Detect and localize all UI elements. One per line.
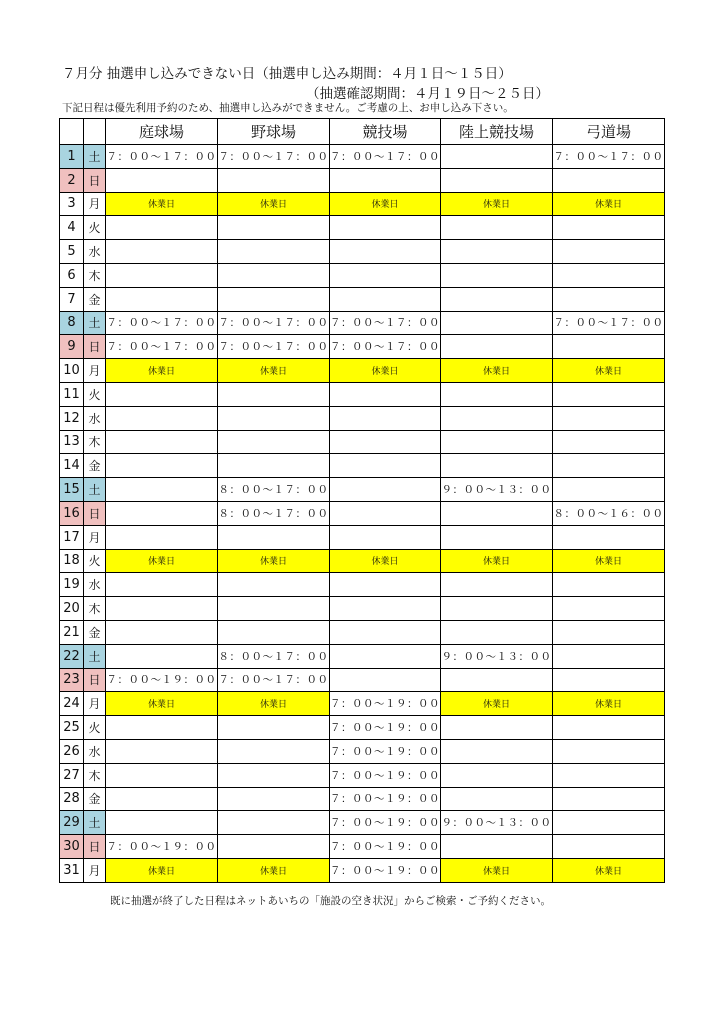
weekday: 月	[84, 858, 106, 882]
weekday: 水	[84, 573, 106, 597]
weekday: 金	[84, 620, 106, 644]
schedule-cell	[441, 311, 553, 335]
schedule-cell	[218, 430, 330, 454]
schedule-cell	[106, 787, 218, 811]
schedule-cell	[106, 454, 218, 478]
schedule-cell	[553, 739, 665, 763]
weekday: 月	[84, 692, 106, 716]
header-facility: 庭球場	[106, 119, 218, 145]
schedule-cell: ７：００～１７：００	[553, 145, 665, 169]
schedule-cell: 休業日	[553, 549, 665, 573]
schedule-cell	[106, 287, 218, 311]
schedule-cell: 休業日	[106, 692, 218, 716]
table-row	[60, 359, 665, 383]
header-facility: 野球場	[218, 119, 330, 145]
day-number: 30	[60, 835, 84, 859]
day-number: 18	[60, 549, 84, 573]
schedule-cell: 休業日	[218, 359, 330, 383]
day-number: 7	[60, 287, 84, 311]
schedule-cell	[106, 263, 218, 287]
schedule-cell	[553, 263, 665, 287]
schedule-cell: ７：００～１９：００	[106, 835, 218, 859]
header-row	[60, 119, 665, 145]
schedule-cell: ７：００～１７：００	[218, 311, 330, 335]
schedule-cell: ７：００～１９：００	[330, 835, 441, 859]
schedule-cell	[218, 716, 330, 740]
schedule-cell	[553, 668, 665, 692]
schedule-cell	[553, 168, 665, 192]
schedule-cell: ７：００～１７：００	[218, 335, 330, 359]
schedule-cell	[330, 454, 441, 478]
day-number: 15	[60, 478, 84, 502]
weekday: 土	[84, 644, 106, 668]
day-number: 14	[60, 454, 84, 478]
schedule-cell	[330, 644, 441, 668]
header-facility: 陸上競技場	[441, 119, 553, 145]
header-day	[60, 119, 84, 145]
schedule-cell	[553, 644, 665, 668]
day-number: 13	[60, 430, 84, 454]
schedule-cell	[106, 240, 218, 264]
day-number: 10	[60, 359, 84, 383]
schedule-cell	[553, 335, 665, 359]
schedule-cell	[553, 216, 665, 240]
day-number: 22	[60, 644, 84, 668]
table-row	[60, 192, 665, 216]
day-number: 28	[60, 787, 84, 811]
header-weekday	[84, 119, 106, 145]
schedule-cell: 休業日	[106, 359, 218, 383]
day-number: 24	[60, 692, 84, 716]
schedule-cell	[553, 573, 665, 597]
page-title: ７月分 抽選申し込みできない日（抽選申し込み期間：４月１日～１５日）	[62, 66, 512, 82]
schedule-cell	[441, 739, 553, 763]
weekday: 土	[84, 811, 106, 835]
schedule-cell: 休業日	[218, 192, 330, 216]
table-row	[60, 145, 665, 169]
day-number: 27	[60, 763, 84, 787]
weekday: 木	[84, 597, 106, 621]
schedule-cell: 休業日	[441, 858, 553, 882]
day-number: 21	[60, 620, 84, 644]
schedule-cell	[553, 454, 665, 478]
schedule-cell: ７：００～１９：００	[330, 739, 441, 763]
schedule-cell	[441, 168, 553, 192]
day-number: 25	[60, 716, 84, 740]
weekday: 金	[84, 787, 106, 811]
table-row	[60, 525, 665, 549]
schedule-cell	[218, 597, 330, 621]
schedule-cell: ８：００～１７：００	[218, 644, 330, 668]
weekday: 金	[84, 454, 106, 478]
schedule-cell: 休業日	[441, 192, 553, 216]
schedule-cell	[441, 763, 553, 787]
schedule-cell	[106, 716, 218, 740]
schedule-cell	[218, 168, 330, 192]
day-number: 4	[60, 216, 84, 240]
schedule-cell	[106, 597, 218, 621]
schedule-cell: 休業日	[553, 692, 665, 716]
table-row	[60, 406, 665, 430]
schedule-cell	[330, 620, 441, 644]
weekday: 月	[84, 192, 106, 216]
schedule-cell	[218, 454, 330, 478]
schedule-cell	[218, 525, 330, 549]
schedule-cell: ７：００～１９：００	[330, 692, 441, 716]
weekday: 日	[84, 501, 106, 525]
schedule-table	[59, 118, 665, 883]
table-row	[60, 335, 665, 359]
schedule-cell	[441, 835, 553, 859]
day-number: 1	[60, 145, 84, 169]
schedule-cell	[441, 573, 553, 597]
schedule-cell: 休業日	[441, 549, 553, 573]
table-row	[60, 382, 665, 406]
weekday: 月	[84, 359, 106, 383]
day-number: 3	[60, 192, 84, 216]
schedule-cell: 休業日	[553, 359, 665, 383]
weekday: 日	[84, 835, 106, 859]
schedule-cell	[218, 382, 330, 406]
table-row	[60, 835, 665, 859]
schedule-cell: 休業日	[441, 359, 553, 383]
schedule-cell: 休業日	[106, 858, 218, 882]
schedule-cell	[441, 501, 553, 525]
schedule-cell	[441, 787, 553, 811]
weekday: 水	[84, 406, 106, 430]
schedule-cell	[553, 597, 665, 621]
day-number: 16	[60, 501, 84, 525]
weekday: 木	[84, 763, 106, 787]
schedule-cell	[441, 335, 553, 359]
table-row	[60, 811, 665, 835]
schedule-cell	[553, 620, 665, 644]
schedule-cell	[218, 763, 330, 787]
schedule-cell: ７：００～１７：００	[553, 311, 665, 335]
schedule-cell	[218, 406, 330, 430]
schedule-cell	[553, 382, 665, 406]
table-row	[60, 454, 665, 478]
schedule-cell: ７：００～１９：００	[330, 716, 441, 740]
schedule-cell	[330, 501, 441, 525]
table-row	[60, 739, 665, 763]
schedule-cell	[553, 430, 665, 454]
schedule-cell: ７：００～１９：００	[330, 858, 441, 882]
weekday: 木	[84, 263, 106, 287]
schedule-cell: 休業日	[218, 858, 330, 882]
weekday: 火	[84, 216, 106, 240]
table-row	[60, 858, 665, 882]
schedule-cell	[106, 382, 218, 406]
schedule-cell: ７：００～１７：００	[330, 335, 441, 359]
schedule-cell	[553, 811, 665, 835]
schedule-cell	[441, 454, 553, 478]
schedule-cell	[218, 287, 330, 311]
schedule-cell	[441, 216, 553, 240]
table-row	[60, 240, 665, 264]
schedule-cell: ９：００～１３：００	[441, 478, 553, 502]
page-subtitle: （抽選確認期間：４月１９日～２５日）	[306, 86, 549, 102]
schedule-cell	[553, 525, 665, 549]
schedule-cell: ７：００～１７：００	[218, 668, 330, 692]
schedule-cell: ７：００～１９：００	[330, 763, 441, 787]
weekday: 日	[84, 335, 106, 359]
schedule-cell	[553, 787, 665, 811]
header-facility: 競技場	[330, 119, 441, 145]
schedule-cell	[330, 430, 441, 454]
table-row	[60, 692, 665, 716]
schedule-cell: ８：００～１７：００	[218, 501, 330, 525]
schedule-cell	[441, 716, 553, 740]
day-number: 29	[60, 811, 84, 835]
schedule-cell	[218, 573, 330, 597]
schedule-cell: ７：００～１７：００	[330, 311, 441, 335]
day-number: 9	[60, 335, 84, 359]
schedule-cell: 休業日	[330, 192, 441, 216]
schedule-cell	[106, 406, 218, 430]
schedule-cell	[218, 240, 330, 264]
schedule-cell	[106, 573, 218, 597]
table-row	[60, 787, 665, 811]
schedule-cell	[441, 525, 553, 549]
weekday: 土	[84, 311, 106, 335]
schedule-cell: ７：００～１９：００	[330, 787, 441, 811]
header-facility: 弓道場	[553, 119, 665, 145]
schedule-cell	[441, 263, 553, 287]
schedule-cell	[441, 382, 553, 406]
schedule-cell	[553, 406, 665, 430]
schedule-cell	[106, 739, 218, 763]
table-row	[60, 478, 665, 502]
schedule-cell: 休業日	[553, 858, 665, 882]
weekday: 金	[84, 287, 106, 311]
day-number: 23	[60, 668, 84, 692]
schedule-cell: ７：００～１７：００	[330, 145, 441, 169]
schedule-cell: 休業日	[330, 549, 441, 573]
schedule-cell	[218, 216, 330, 240]
schedule-cell: ９：００～１３：００	[441, 811, 553, 835]
table-row	[60, 597, 665, 621]
schedule-cell: ７：００～１９：００	[330, 811, 441, 835]
schedule-cell	[330, 216, 441, 240]
schedule-cell	[106, 168, 218, 192]
schedule-cell: ７：００～１７：００	[106, 335, 218, 359]
schedule-cell	[330, 573, 441, 597]
schedule-cell: ７：００～１７：００	[218, 145, 330, 169]
schedule-cell	[330, 525, 441, 549]
schedule-cell	[106, 501, 218, 525]
schedule-cell: ７：００～１９：００	[106, 668, 218, 692]
schedule-cell: 休業日	[441, 692, 553, 716]
day-number: 2	[60, 168, 84, 192]
schedule-cell	[330, 406, 441, 430]
schedule-cell	[218, 835, 330, 859]
schedule-cell	[441, 668, 553, 692]
table-row	[60, 287, 665, 311]
table-row	[60, 549, 665, 573]
day-number: 19	[60, 573, 84, 597]
schedule-cell: 休業日	[330, 359, 441, 383]
table-row	[60, 263, 665, 287]
day-number: 12	[60, 406, 84, 430]
schedule-cell: 休業日	[106, 549, 218, 573]
schedule-cell	[441, 597, 553, 621]
weekday: 日	[84, 668, 106, 692]
table-row	[60, 430, 665, 454]
schedule-cell	[106, 644, 218, 668]
table-row	[60, 644, 665, 668]
schedule-cell: 休業日	[218, 549, 330, 573]
schedule-cell	[553, 716, 665, 740]
table-row	[60, 501, 665, 525]
schedule-cell	[553, 240, 665, 264]
weekday: 木	[84, 430, 106, 454]
weekday: 月	[84, 525, 106, 549]
footer-note: 既に抽選が終了した日程はネットあいちの「施設の空き状況」からご検索・ご予約ください。	[110, 895, 551, 907]
weekday: 土	[84, 478, 106, 502]
schedule-cell	[441, 430, 553, 454]
day-number: 26	[60, 739, 84, 763]
schedule-cell	[553, 835, 665, 859]
table-row	[60, 716, 665, 740]
schedule-cell	[330, 478, 441, 502]
schedule-cell	[441, 287, 553, 311]
schedule-cell: ７：００～１７：００	[106, 311, 218, 335]
schedule-cell	[330, 168, 441, 192]
notice-text: 下記日程は優先利用予約のため、抽選申し込みができません。ご考慮の上、お申し込み下さい。	[62, 102, 514, 114]
schedule-cell: 休業日	[553, 192, 665, 216]
schedule-cell: 休業日	[106, 192, 218, 216]
schedule-cell	[441, 145, 553, 169]
weekday: 水	[84, 739, 106, 763]
schedule-cell	[218, 263, 330, 287]
schedule-cell: ９：００～１３：００	[441, 644, 553, 668]
schedule-cell	[106, 763, 218, 787]
weekday: 日	[84, 168, 106, 192]
schedule-cell	[553, 763, 665, 787]
schedule-cell: ７：００～１７：００	[106, 145, 218, 169]
schedule-cell	[553, 287, 665, 311]
schedule-cell	[330, 382, 441, 406]
table-row	[60, 668, 665, 692]
schedule-cell	[441, 240, 553, 264]
schedule-cell: ８：００～１６：００	[553, 501, 665, 525]
schedule-cell	[218, 787, 330, 811]
schedule-cell	[330, 240, 441, 264]
day-number: 20	[60, 597, 84, 621]
schedule-cell	[330, 597, 441, 621]
schedule-cell	[330, 263, 441, 287]
schedule-cell: 休業日	[218, 692, 330, 716]
schedule-cell	[106, 525, 218, 549]
schedule-cell	[106, 430, 218, 454]
table-row	[60, 311, 665, 335]
schedule-cell	[106, 216, 218, 240]
schedule-body	[60, 145, 665, 883]
day-number: 17	[60, 525, 84, 549]
day-number: 31	[60, 858, 84, 882]
weekday: 土	[84, 145, 106, 169]
table-row	[60, 573, 665, 597]
schedule-cell	[106, 478, 218, 502]
day-number: 11	[60, 382, 84, 406]
schedule-cell	[106, 811, 218, 835]
schedule-cell	[441, 620, 553, 644]
weekday: 水	[84, 240, 106, 264]
table-row	[60, 620, 665, 644]
day-number: 6	[60, 263, 84, 287]
schedule-cell	[106, 620, 218, 644]
schedule-cell	[441, 406, 553, 430]
weekday: 火	[84, 716, 106, 740]
table-row	[60, 216, 665, 240]
schedule-cell	[218, 620, 330, 644]
day-number: 5	[60, 240, 84, 264]
table-row	[60, 763, 665, 787]
schedule-cell	[218, 811, 330, 835]
schedule-cell	[218, 739, 330, 763]
table-row	[60, 168, 665, 192]
schedule-cell: ８：００～１７：００	[218, 478, 330, 502]
schedule-cell	[330, 287, 441, 311]
schedule-cell	[330, 668, 441, 692]
day-number: 8	[60, 311, 84, 335]
weekday: 火	[84, 382, 106, 406]
weekday: 火	[84, 549, 106, 573]
schedule-cell	[553, 478, 665, 502]
